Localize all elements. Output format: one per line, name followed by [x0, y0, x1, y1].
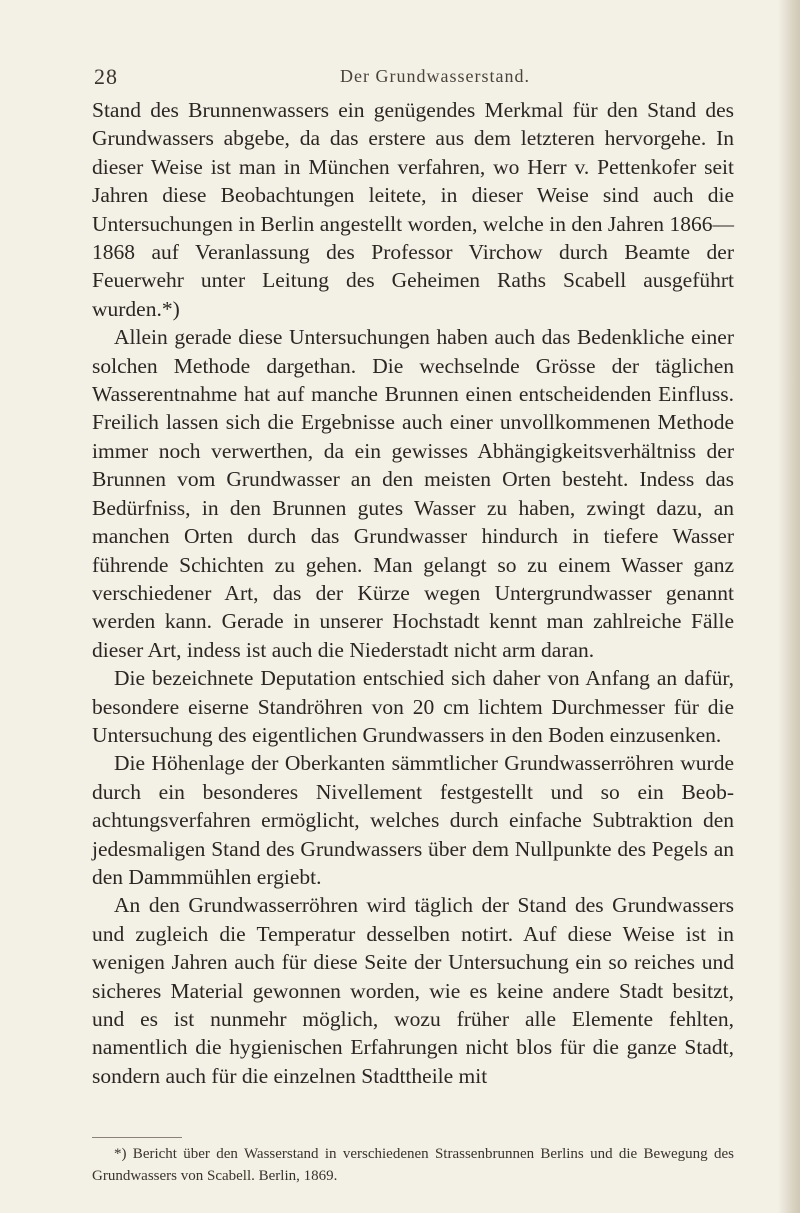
footnote-divider — [92, 1137, 182, 1138]
footnote: *) Bericht über den Wasserstand in verschiedenen Strassenbrunnen Berlins und die Bewegung des Grundwassers von Scabell. Berlin, 1869. — [92, 1146, 734, 1184]
paragraph-4: Die Höhenlage der Oberkanten sämmtlicher Grundwasserröhren wurde durch ein besonderes Nivellement festgestellt und so ein Beobachtungsverfahren ermöglicht, welches durch einfache Subtraktion den jedesmaligen Stand des Grundwassers über dem Nullpunkte des Pegels an den Dammmühlen ergiebt. — [92, 751, 734, 889]
running-title: Der Grundwasserstand. — [340, 66, 530, 86]
body-text — [92, 96, 734, 1090]
page-header — [92, 64, 732, 94]
paragraph-5: An den Grundwasserröhren wird täglich der Stand des Grundwassers und zugleich die Temperatur desselben notirt. Auf diese Weise ist in wenigen Jahren auch für diese Seite der Untersuchung ein so reiches und sicheres Material gewonnen worden, wie es keine andere Stadt besitzt, und es ist nunmehr möglich, wozu früher alle Elemente fehlten, namentlich die hygienischen Erfahrungen nicht blos für die ganze Stadt, sondern auch für die einzelnen Stadttheile mit — [92, 893, 734, 1088]
paragraph-3: Die bezeichnete Deputation entschied sich daher von Anfang an dafür, besondere eiserne Standröhren von 20 cm lichtem Durchmesser für die Untersuchung des eigentlichen Grundwassers in den Boden einzusenken. — [92, 666, 734, 747]
paragraph-1: Stand des Brunnenwassers ein genügendes Merkmal für den Stand des Grundwassers abgebe, da das erstere aus dem letzteren hervorgehe. In dieser Weise ist man in München verfahren, wo Herr v. Pettenkofer seit Jahren diese Beobachtungen leitete, in dieser Weise sind auch die Untersuchungen in Berlin angestellt worden, welche in den Jahren 1866—1868 auf Veranlassung des Professor Virchow durch Beamte der Feuerwehr unter Leitung des Geheimen Raths Scabell ausgeführt wurden.*) — [92, 98, 734, 321]
page-edge-shadow — [778, 0, 800, 1213]
page-number: 28 — [94, 64, 118, 89]
paragraph-2: Allein gerade diese Untersuchungen haben auch das Bedenkliche einer solchen Methode dargethan. Die wechselnde Grösse der täglichen Wasserentnahme hat auf manche Brunnen einen entscheidenden Einfluss. Freilich lassen sich die Ergebnisse auch einer unvollkommenen Methode immer noch verwerthen, da ein gewisses Abhängigkeitsverhältniss der Brunnen vom Grundwasser an den meisten Orten besteht. Indess das Bedürfniss, in den Brunnen gutes Wasser zu haben, zwingt dazu, an manchen Orten durch das Grundwasser hindurch in tiefere Wasser führende Schichten zu gehen. Man gelangt so zu einem Wasser ganz verschiedener Art, das der Kürze wegen Untergrundwasser genannt werden kann. Gerade in unserer Hochstadt kennt man zahlreiche Fälle dieser Art, indess ist auch die Niederstadt nicht arm daran. — [92, 325, 734, 662]
